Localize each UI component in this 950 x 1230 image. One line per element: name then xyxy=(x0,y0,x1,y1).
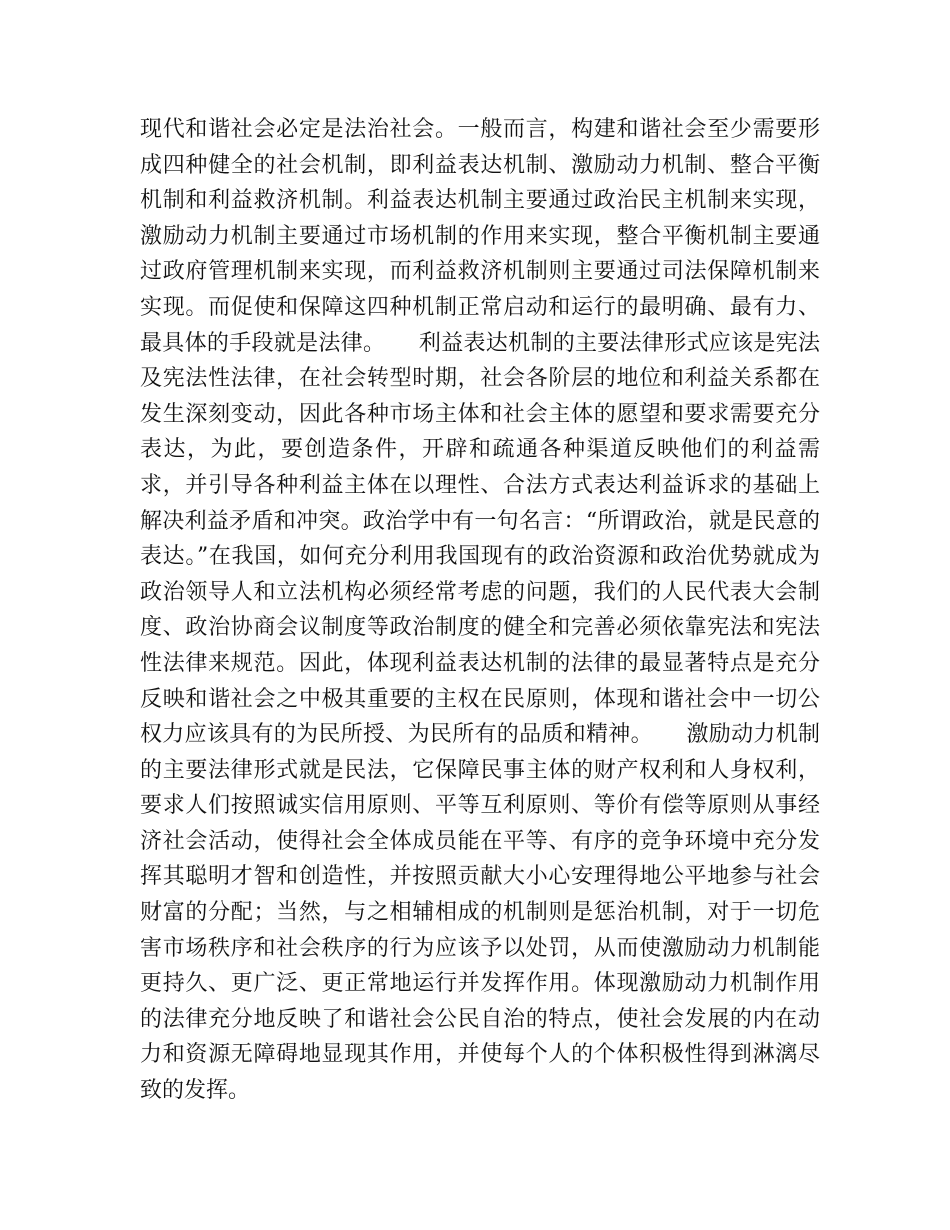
body-paragraph: 现代和谐社会必定是法治社会。一般而言，构建和谐社会至少需要形成四种健全的社会机制，即利益表达机制、激励动力机制、整合平衡机制和利益救济机制。利益表达机制主要通过政治民主机制来实现，激励动力机制主要通过市场机制的作用来实现，整合平衡机制主要通过政府管理机制来实现，而利益救济机制则主要通过司法保障机制来实现。而促使和保障这四种机制正常启动和运行的最明确、最有力、最具体的手段就是法律。 利益表达机制的主要法律形式应该是宪法及宪法性法律，在社会转型时期，社会各阶层的地位和利益关系都在发生深刻变动，因此各种市场主体和社会主体的愿望和要求需要充分表达，为此，要创造条件，开辟和疏通各种渠道反映他们的利益需求，并引导各种利益主体在以理性、合法方式表达利益诉求的基础上解决利益矛盾和冲突。政治学中有一句名言：“所谓政治，就是民意的表达。”在我国，如何充分利用我国现有的政治资源和政治优势就成为政治领导人和立法机构必须经常考虑的问题，我们的人民代表大会制度、政治协商会议制度等政治制度的健全和完善必须依靠宪法和宪法性法律来规范。因此，体现利益表达机制的法律的最显著特点是充分反映和谐社会之中极其重要的主权在民原则，体现和谐社会中一切公权力应该具有的为民所授、为民所有的品质和精神。 激励动力机制的主要法律形式就是民法，它保障民事主体的财产权利和人身权利，要求人们按照诚实信用原则、平等互利原则、等价有偿等原则从事经济社会活动，使得社会全体成员能在平等、有序的竞争环境中充分发挥其聪明才智和创造性，并按照贡献大小心安理得地公平地参与社会财富的分配；当然，与之相辅相成的机制则是惩治机制，对于一切危害市场秩序和社会秩序的行为应该予以处罚，从而使激励动力机制能更持久、更广泛、更正常地运行并发挥作用。体现激励动力机制作用的法律充分地反映了和谐社会公民自治的特点，使社会发展的内在动力和资源无障碍地显现其作用，并使每个人的个体积极性得到淋漓尽致的发挥。 xyxy=(140,117,820,1104)
